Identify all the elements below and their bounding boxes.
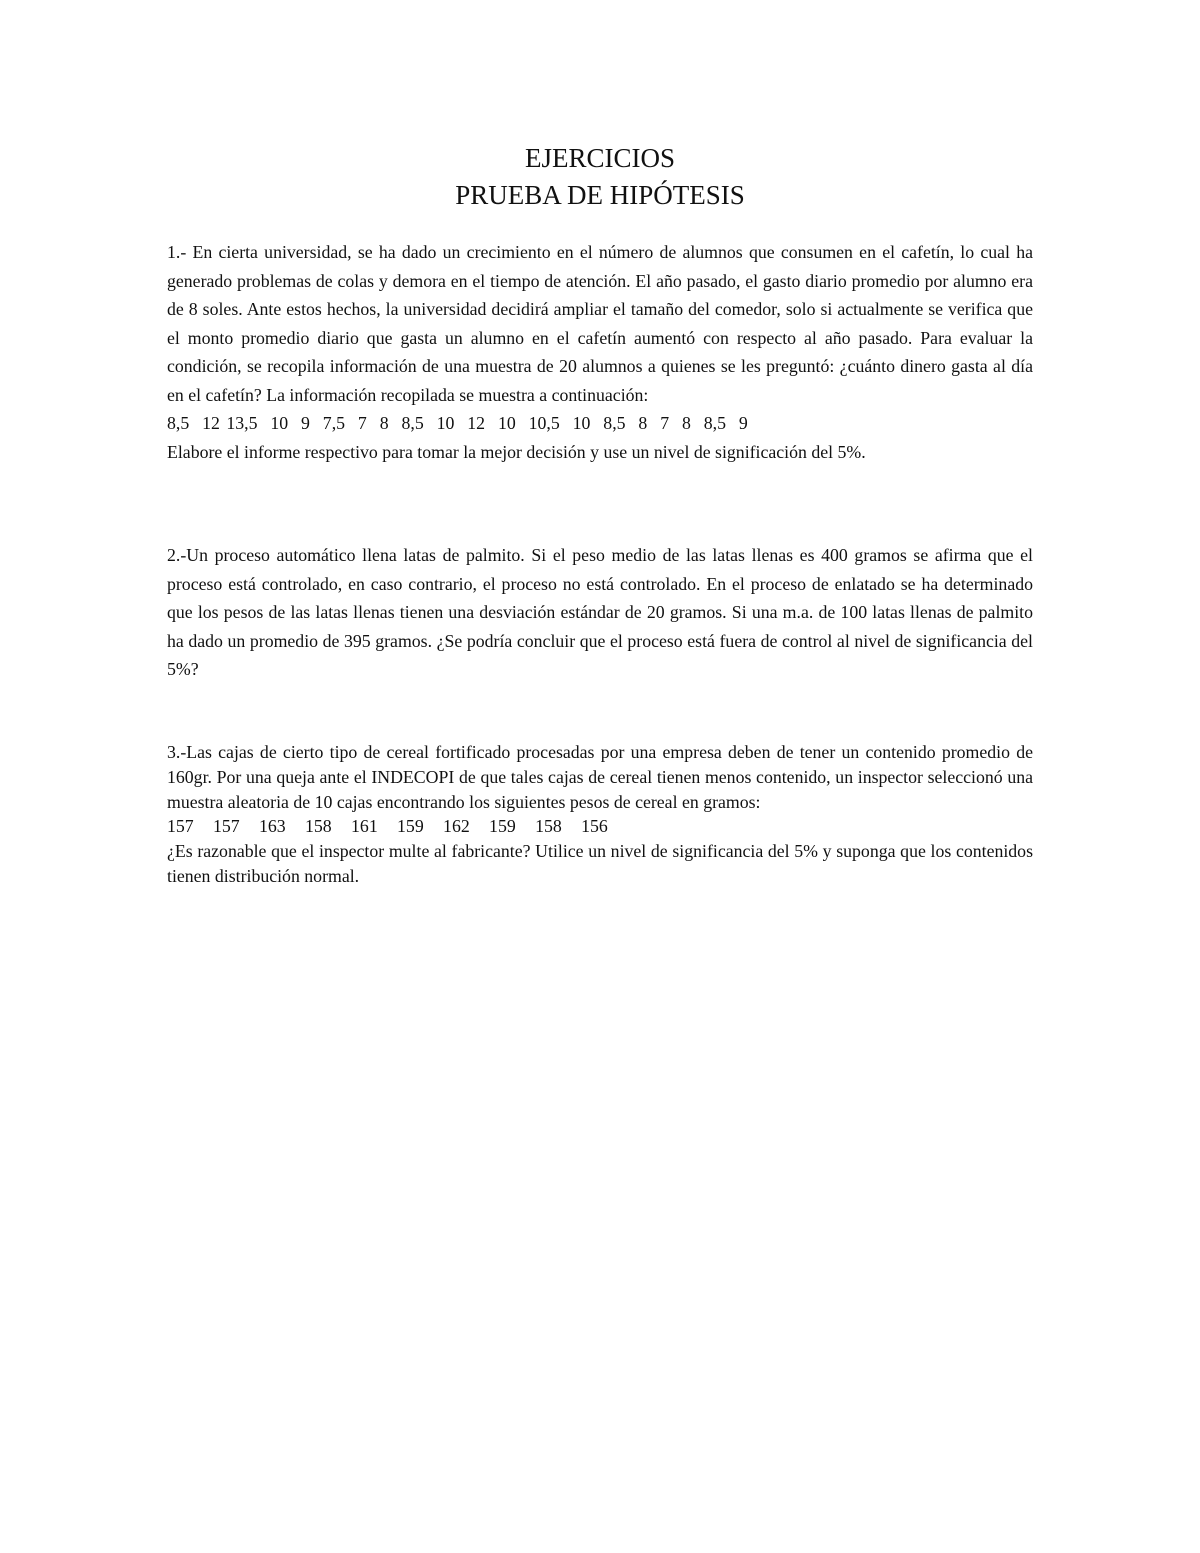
exercise-3-data: 157 157 163 158 161 159 162 159 158 156: [167, 816, 608, 837]
exercise-1: [167, 238, 1033, 466]
title-line-2: PRUEBA DE HIPÓTESIS: [455, 180, 745, 210]
exercise-3-statement: 3.-Las cajas de cierto tipo de cereal fortificado procesadas por una empresa deben de tener un contenido promedio de 160gr. Por una queja ante el INDECOPI de que tales cajas de cereal tienen menos contenido, un inspector seleccionó una muestra aleatoria de 10 cajas encontrando los siguientes pesos de cereal en gramos:: [167, 742, 1033, 812]
title-line-1: EJERCICIOS: [524, 143, 676, 173]
exercise-3-question: ¿Es razonable que el inspector multe al fabricante? Utilice un nivel de significancia del 5% y suponga que los contenidos tienen distribución normal.: [167, 841, 1033, 886]
exercise-2: [167, 541, 1033, 684]
exercise-1-statement: 1.- En cierta universidad, se ha dado un crecimiento en el número de alumnos que consumen en el cafetín, lo cual ha generado problemas de colas y demora en el tiempo de atención. El año pasado, el gasto diario promedio por alumno era de 8 soles. Ante estos hechos, la universidad decidirá ampliar el tamaño del comedor, solo si actualmente se verifica que el monto promedio diario que gasta un alumno en el cafetín aumentó con respecto al año pasado. Para evaluar la condición, se recopila información de una muestra de 20 alumnos a quienes se les preguntó: ¿cuánto dinero gasta al día en el cafetín? La información recopilada se muestra a continuación:: [167, 242, 1033, 405]
exercise-3: [167, 740, 1033, 889]
exercise-1-question: Elabore el informe respectivo para tomar la mejor decisión y use un nivel de significación del 5%.: [167, 441, 866, 462]
exercise-1-data: 8,5 12 13,5 10 9 7,5 7 8 8,5 10 12 10 10,5 10 8,5 8 7 8 8,5 9: [167, 413, 748, 433]
exercise-2-statement: 2.-Un proceso automático llena latas de palmito. Si el peso medio de las latas llenas es 400 gramos se afirma que el proceso está controlado, en caso contrario, el proceso no está controlado. En el proceso de enlatado se ha determinado que los pesos de las latas llenas tienen una desviación estándar de 20 gramos. Si una m.a. de 100 latas llenas de palmito ha dado un promedio de 395 gramos. ¿Se podría concluir que el proceso está fuera de control al nivel de significancia del 5%?: [167, 545, 1033, 679]
document-title: [0, 140, 1200, 214]
